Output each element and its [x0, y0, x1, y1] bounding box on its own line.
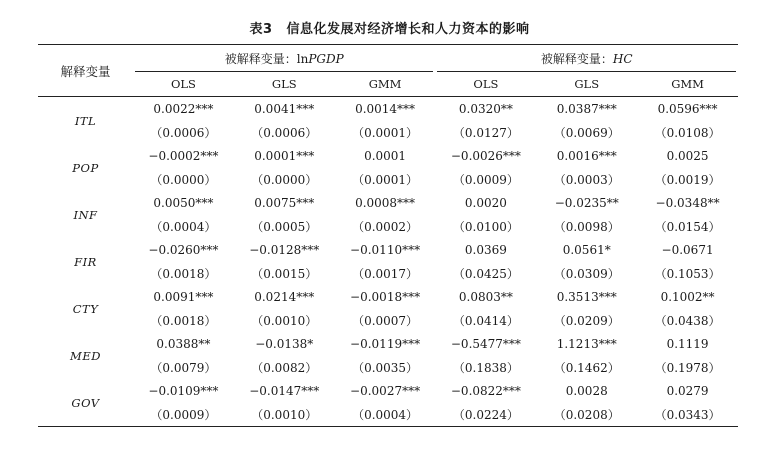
coefficient-cell: 0.0008*** — [355, 196, 416, 210]
std-error-cell: （0.0019） — [654, 173, 721, 187]
coefficient-cell: −0.0027*** — [350, 384, 421, 398]
std-error-cell: （0.0009） — [150, 408, 217, 422]
std-error-cell: （0.0224） — [452, 408, 519, 422]
table-caption — [0, 18, 779, 37]
coefficient-cell: 1.1213*** — [556, 337, 617, 351]
group-italic: HC — [612, 52, 633, 66]
std-error-cell: （0.0017） — [352, 267, 419, 281]
group-header-pgdp — [133, 45, 435, 73]
coef-row — [38, 332, 738, 356]
coefficient-cell: −0.0260*** — [148, 243, 219, 257]
coef-row — [38, 285, 738, 309]
std-error-cell: （0.0069） — [553, 126, 620, 140]
regression-table — [38, 44, 738, 427]
std-error-cell: （0.0000） — [251, 173, 318, 187]
std-error-row — [38, 403, 738, 427]
coefficient-cell: 0.0014*** — [355, 102, 416, 116]
coef-row — [38, 191, 738, 215]
std-error-row — [38, 262, 738, 285]
std-error-cell: （0.0208） — [553, 408, 620, 422]
std-error-cell: （0.0006） — [251, 126, 318, 140]
std-error-cell: （0.0000） — [150, 173, 217, 187]
coefficient-cell: 0.0803** — [458, 290, 513, 304]
coefficient-cell: 0.1002** — [660, 290, 715, 304]
coefficient-cell: −0.0018*** — [350, 290, 421, 304]
std-error-cell: （0.1978） — [654, 361, 721, 375]
std-error-cell: （0.0100） — [452, 220, 519, 234]
coefficient-cell: 0.0022*** — [153, 102, 214, 116]
coefficient-cell: 0.0020 — [464, 196, 507, 210]
coefficient-cell: −0.0147*** — [249, 384, 320, 398]
group-header-hc — [435, 45, 738, 73]
std-error-cell: （0.0001） — [352, 126, 419, 140]
std-error-row — [38, 168, 738, 191]
std-error-cell: （0.0425） — [452, 267, 519, 281]
std-error-cell: （0.0003） — [553, 173, 620, 187]
coef-row — [38, 144, 738, 168]
method-header: GMM — [368, 77, 402, 91]
coefficient-cell: −0.0026*** — [450, 149, 521, 163]
coefficient-cell: 0.0025 — [666, 149, 709, 163]
std-error-cell: （0.0005） — [251, 220, 318, 234]
coefficient-cell: −0.0109*** — [148, 384, 219, 398]
std-error-cell: （0.1838） — [452, 361, 519, 375]
std-error-row — [38, 356, 738, 379]
std-error-cell: （0.0209） — [553, 314, 620, 328]
coefficient-cell: −0.0128*** — [249, 243, 320, 257]
method-header: GLS — [271, 77, 297, 91]
std-error-cell: （0.0079） — [150, 361, 217, 375]
group-prefix: 被解释变量： — [224, 52, 297, 66]
coefficient-cell: 0.0050*** — [153, 196, 214, 210]
coefficient-cell: −0.5477*** — [450, 337, 521, 351]
coefficient-cell: 0.0320** — [458, 102, 513, 116]
std-error-cell: （0.0018） — [150, 314, 217, 328]
coef-row — [38, 238, 738, 262]
variable-name: MED — [70, 348, 101, 363]
variable-name: ITL — [74, 113, 97, 128]
coefficient-cell: 0.0016*** — [556, 149, 617, 163]
table-number: 表3 — [249, 22, 273, 37]
std-error-cell: （0.0108） — [654, 126, 721, 140]
coefficient-cell: −0.0235** — [554, 196, 619, 210]
std-error-cell: （0.0098） — [553, 220, 620, 234]
coefficient-cell: −0.0348** — [655, 196, 720, 210]
coefficient-cell: −0.0671 — [661, 243, 714, 257]
std-error-cell: （0.0001） — [352, 173, 419, 187]
coefficient-cell: −0.0110*** — [350, 243, 421, 257]
coefficient-cell: −0.0138* — [255, 337, 314, 351]
variable-name: CTY — [72, 301, 99, 316]
coef-row — [38, 379, 738, 403]
coefficient-cell: −0.0119*** — [350, 337, 421, 351]
std-error-cell: （0.1053） — [654, 267, 721, 281]
std-error-cell: （0.0006） — [150, 126, 217, 140]
method-header: OLS — [473, 77, 499, 91]
std-error-cell: （0.0414） — [452, 314, 519, 328]
std-error-cell: （0.1462） — [553, 361, 620, 375]
coefficient-cell: 0.0387*** — [556, 102, 617, 116]
std-error-cell: （0.0309） — [553, 267, 620, 281]
std-error-cell: （0.0035） — [352, 361, 419, 375]
std-error-row — [38, 121, 738, 144]
coefficient-cell: 0.0075*** — [254, 196, 315, 210]
method-header: GLS — [574, 77, 600, 91]
std-error-cell: （0.0343） — [654, 408, 721, 422]
std-error-cell: （0.0154） — [654, 220, 721, 234]
std-error-cell: （0.0018） — [150, 267, 217, 281]
std-error-cell: （0.0004） — [150, 220, 217, 234]
variable-name: FIR — [74, 254, 97, 269]
coefficient-cell: 0.0001 — [364, 149, 407, 163]
method-header: GMM — [671, 77, 704, 91]
group-italic: PGDP — [308, 52, 344, 66]
std-error-cell: （0.0010） — [251, 314, 318, 328]
coefficient-cell: −0.0822*** — [450, 384, 521, 398]
std-error-row — [38, 309, 738, 332]
coefficient-cell: 0.3513*** — [556, 290, 617, 304]
group-prefix: 被解释变量： — [540, 52, 613, 66]
std-error-cell: （0.0010） — [251, 408, 318, 422]
method-header: OLS — [170, 77, 196, 91]
coefficient-cell: 0.1119 — [666, 337, 709, 351]
variable-name: POP — [72, 160, 99, 175]
std-error-cell: （0.0015） — [251, 267, 318, 281]
std-error-cell: （0.0127） — [452, 126, 519, 140]
std-error-cell: （0.0002） — [352, 220, 419, 234]
table-title: 信息化发展对经济增长和人力资本的影响 — [286, 22, 530, 37]
coefficient-cell: 0.0596*** — [657, 102, 718, 116]
std-error-cell: （0.0004） — [352, 408, 419, 422]
coefficient-cell: 0.0369 — [464, 243, 507, 257]
coefficient-cell: 0.0214*** — [254, 290, 315, 304]
std-error-cell: （0.0009） — [452, 173, 519, 187]
std-error-row — [38, 215, 738, 238]
std-error-cell: （0.0082） — [251, 361, 318, 375]
stub-header: 解释变量 — [38, 45, 133, 97]
coefficient-cell: 0.0561* — [562, 243, 611, 257]
coef-row — [38, 97, 738, 122]
coefficient-cell: 0.0041*** — [254, 102, 315, 116]
coefficient-cell: 0.0091*** — [153, 290, 214, 304]
coefficient-cell: 0.0388** — [156, 337, 211, 351]
variable-name: INF — [73, 207, 98, 222]
coefficient-cell: −0.0002*** — [148, 149, 219, 163]
table-body — [38, 97, 738, 427]
coefficient-cell: 0.0028 — [565, 384, 608, 398]
std-error-cell: （0.0438） — [654, 314, 721, 328]
group-plain: ln — [296, 52, 309, 66]
coefficient-cell: 0.0279 — [666, 384, 709, 398]
variable-name: GOV — [38, 379, 133, 427]
coefficient-cell: 0.0001*** — [254, 149, 315, 163]
std-error-cell: （0.0007） — [352, 314, 419, 328]
